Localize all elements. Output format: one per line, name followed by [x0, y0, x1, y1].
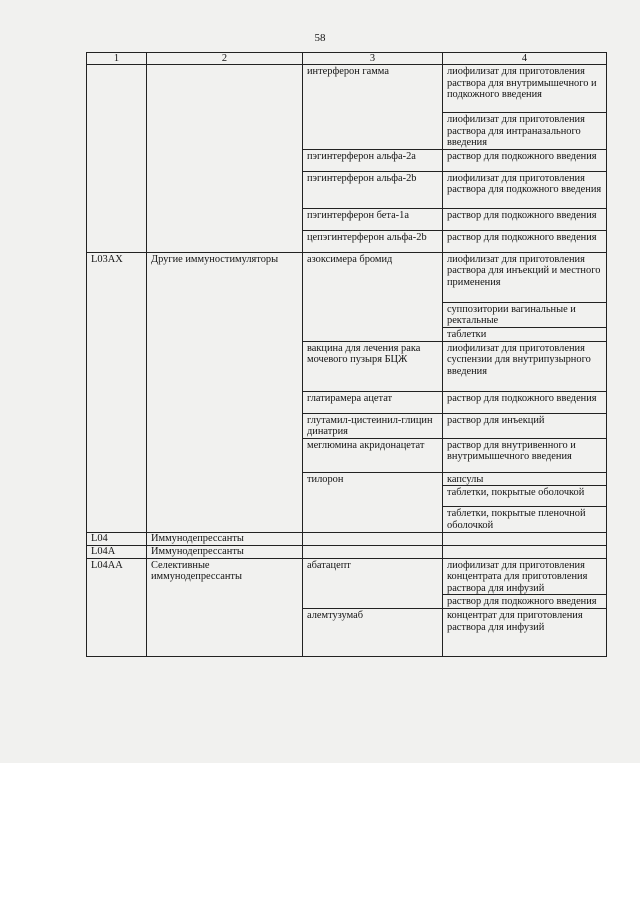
empty-cell — [303, 532, 443, 545]
atc-code — [87, 65, 147, 253]
dosage-form: раствор для подкожного введения — [443, 230, 607, 252]
drug-name: глутамил-цистеинил-глицин динатрия — [303, 413, 443, 438]
drug-name: меглюмина акридонацетат — [303, 438, 443, 472]
dosage-form: суппозитории вагинальные и ректальные — [443, 302, 607, 327]
dosage-form: раствор для подкожного введения — [443, 208, 607, 230]
dosage-form: капсулы — [443, 472, 607, 486]
dosage-form: раствор для инъекций — [443, 413, 607, 438]
drug-name: цепэгинтерферон альфа-2b — [303, 230, 443, 252]
drug-name: азоксимера бромид — [303, 252, 443, 341]
dosage-form: раствор для подкожного введения — [443, 149, 607, 171]
header-row — [87, 53, 607, 65]
group-name: Иммунодепрессанты — [147, 545, 303, 558]
atc-code: L03AX — [87, 252, 147, 532]
empty-cell — [443, 545, 607, 558]
drug-table — [86, 52, 607, 657]
drug-name: вакцина для лечения рака мочевого пузыря БЦЖ — [303, 341, 443, 391]
table-row — [87, 532, 607, 545]
drug-name: глатирамера ацетат — [303, 391, 443, 413]
column-header: 2 — [147, 53, 303, 65]
dosage-form: лиофилизат для приготовления раствора для подкожного введения — [443, 171, 607, 208]
dosage-form: лиофилизат для приготовления раствора для внутримышечного и подкожного введения — [443, 65, 607, 113]
drug-name: пэгинтерферон альфа-2a — [303, 149, 443, 171]
drug-name: алемтузумаб — [303, 608, 443, 656]
drug-name: пэгинтерферон альфа-2b — [303, 171, 443, 208]
dosage-form: лиофилизат для приготовления суспензии для внутрипузырного введения — [443, 341, 607, 391]
group-name: Селективные иммунодепрессанты — [147, 558, 303, 656]
atc-code: L04A — [87, 545, 147, 558]
dosage-form: раствор для подкожного введения — [443, 391, 607, 413]
drug-name: интерферон гамма — [303, 65, 443, 150]
group-name: Иммунодепрессанты — [147, 532, 303, 545]
dosage-form: лиофилизат для приготовления раствора для инъекций и местного применения — [443, 252, 607, 302]
dosage-form: раствор для подкожного введения — [443, 595, 607, 609]
dosage-form: лиофилизат для приготовления концентрата для приготовления раствора для инфузий — [443, 558, 607, 595]
table-row — [87, 65, 607, 113]
column-header: 4 — [443, 53, 607, 65]
atc-code: L04 — [87, 532, 147, 545]
column-header: 1 — [87, 53, 147, 65]
empty-cell — [303, 545, 443, 558]
table-row — [87, 252, 607, 302]
drug-name: пэгинтерферон бета-1a — [303, 208, 443, 230]
dosage-form: таблетки — [443, 327, 607, 341]
dosage-form: раствор для внутривенного и внутримышечного введения — [443, 438, 607, 472]
group-name: Другие иммуностимуляторы — [147, 252, 303, 532]
table-row — [87, 545, 607, 558]
page-number: 58 — [314, 32, 326, 44]
drug-name: абатацепт — [303, 558, 443, 608]
dosage-form: таблетки, покрытые пленочной оболочкой — [443, 507, 607, 532]
empty-cell — [443, 532, 607, 545]
atc-code: L04AA — [87, 558, 147, 656]
column-header: 3 — [303, 53, 443, 65]
dosage-form: таблетки, покрытые оболочкой — [443, 486, 607, 507]
dosage-form: концентрат для приготовления раствора для инфузий — [443, 608, 607, 656]
group-name — [147, 65, 303, 253]
drug-name: тилорон — [303, 472, 443, 532]
table-row — [87, 558, 607, 595]
dosage-form: лиофилизат для приготовления раствора для интраназального введения — [443, 113, 607, 150]
